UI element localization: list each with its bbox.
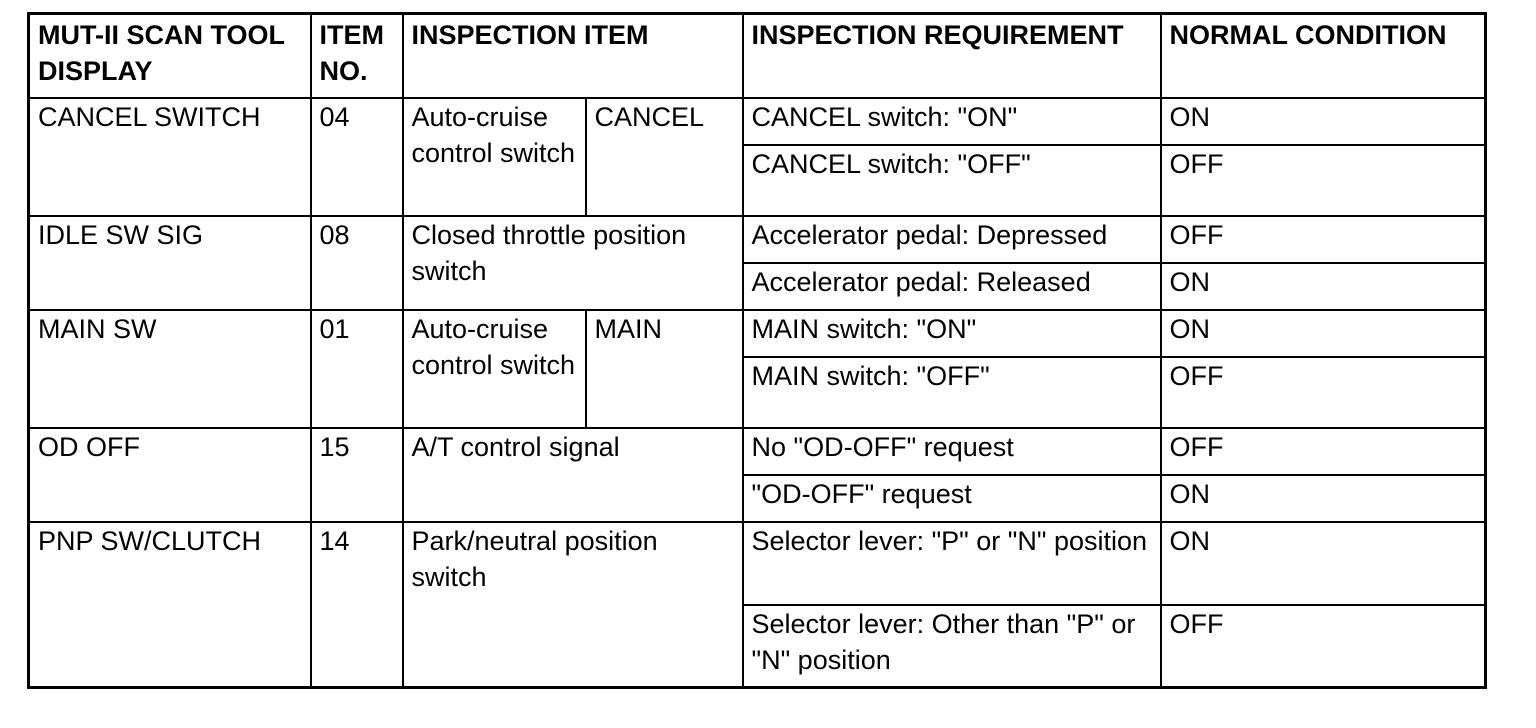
normal-condition-cell: OFF bbox=[1161, 605, 1486, 688]
inspection-item-cell: A/T control signal bbox=[403, 428, 743, 522]
inspection-item-cell: Auto-cruise control switch bbox=[403, 310, 586, 428]
normal-condition-cell: OFF bbox=[1161, 216, 1486, 263]
normal-condition-cell: OFF bbox=[1161, 357, 1486, 428]
requirement-cell: CANCEL switch: "OFF" bbox=[743, 145, 1161, 216]
display-cell: CANCEL SWITCH bbox=[29, 98, 311, 216]
display-cell: PNP SW/CLUTCH bbox=[29, 522, 311, 688]
item-no-cell: 14 bbox=[311, 522, 403, 688]
table-row bbox=[29, 522, 1486, 605]
header-display: MUT-II SCAN TOOL DISPLAY bbox=[29, 14, 311, 98]
item-no-cell: 01 bbox=[311, 310, 403, 428]
inspection-item-cell: Closed throttle position switch bbox=[403, 216, 743, 310]
header-item-no: ITEM NO. bbox=[311, 14, 403, 98]
normal-condition-cell: OFF bbox=[1161, 145, 1486, 216]
normal-condition-cell: ON bbox=[1161, 522, 1486, 605]
inspection-table bbox=[27, 12, 1487, 689]
normal-condition-cell: ON bbox=[1161, 310, 1486, 357]
header-requirement: INSPECTION REQUIREMENT bbox=[743, 14, 1161, 98]
inspection-item-cell: Auto-cruise control switch bbox=[403, 98, 586, 216]
normal-condition-cell: ON bbox=[1161, 475, 1486, 522]
requirement-cell: "OD-OFF" request bbox=[743, 475, 1161, 522]
requirement-cell: Accelerator pedal: Depressed bbox=[743, 216, 1161, 263]
table-row bbox=[29, 428, 1486, 475]
inspection-subitem-cell: MAIN bbox=[586, 310, 743, 428]
requirement-cell: Selector lever: Other than "P" or "N" position bbox=[743, 605, 1161, 688]
normal-condition-cell: ON bbox=[1161, 263, 1486, 310]
requirement-cell: MAIN switch: "ON" bbox=[743, 310, 1161, 357]
table-row bbox=[29, 216, 1486, 263]
requirement-cell: Accelerator pedal: Released bbox=[743, 263, 1161, 310]
header-inspection-item: INSPECTION ITEM bbox=[403, 14, 743, 98]
normal-condition-cell: OFF bbox=[1161, 428, 1486, 475]
table-row bbox=[29, 310, 1486, 357]
requirement-cell: No "OD-OFF" request bbox=[743, 428, 1161, 475]
normal-condition-cell: ON bbox=[1161, 98, 1486, 145]
display-cell: IDLE SW SIG bbox=[29, 216, 311, 310]
requirement-cell: MAIN switch: "OFF" bbox=[743, 357, 1161, 428]
item-no-cell: 04 bbox=[311, 98, 403, 216]
item-no-cell: 15 bbox=[311, 428, 403, 522]
header-row bbox=[29, 14, 1486, 98]
header-normal: NORMAL CONDITION bbox=[1161, 14, 1486, 98]
requirement-cell: CANCEL switch: "ON" bbox=[743, 98, 1161, 145]
inspection-subitem-cell: CANCEL bbox=[586, 98, 743, 216]
display-cell: MAIN SW bbox=[29, 310, 311, 428]
requirement-cell: Selector lever: "P" or "N" position bbox=[743, 522, 1161, 605]
item-no-cell: 08 bbox=[311, 216, 403, 310]
table-row bbox=[29, 98, 1486, 145]
display-cell: OD OFF bbox=[29, 428, 311, 522]
inspection-item-cell: Park/neutral position switch bbox=[403, 522, 743, 688]
